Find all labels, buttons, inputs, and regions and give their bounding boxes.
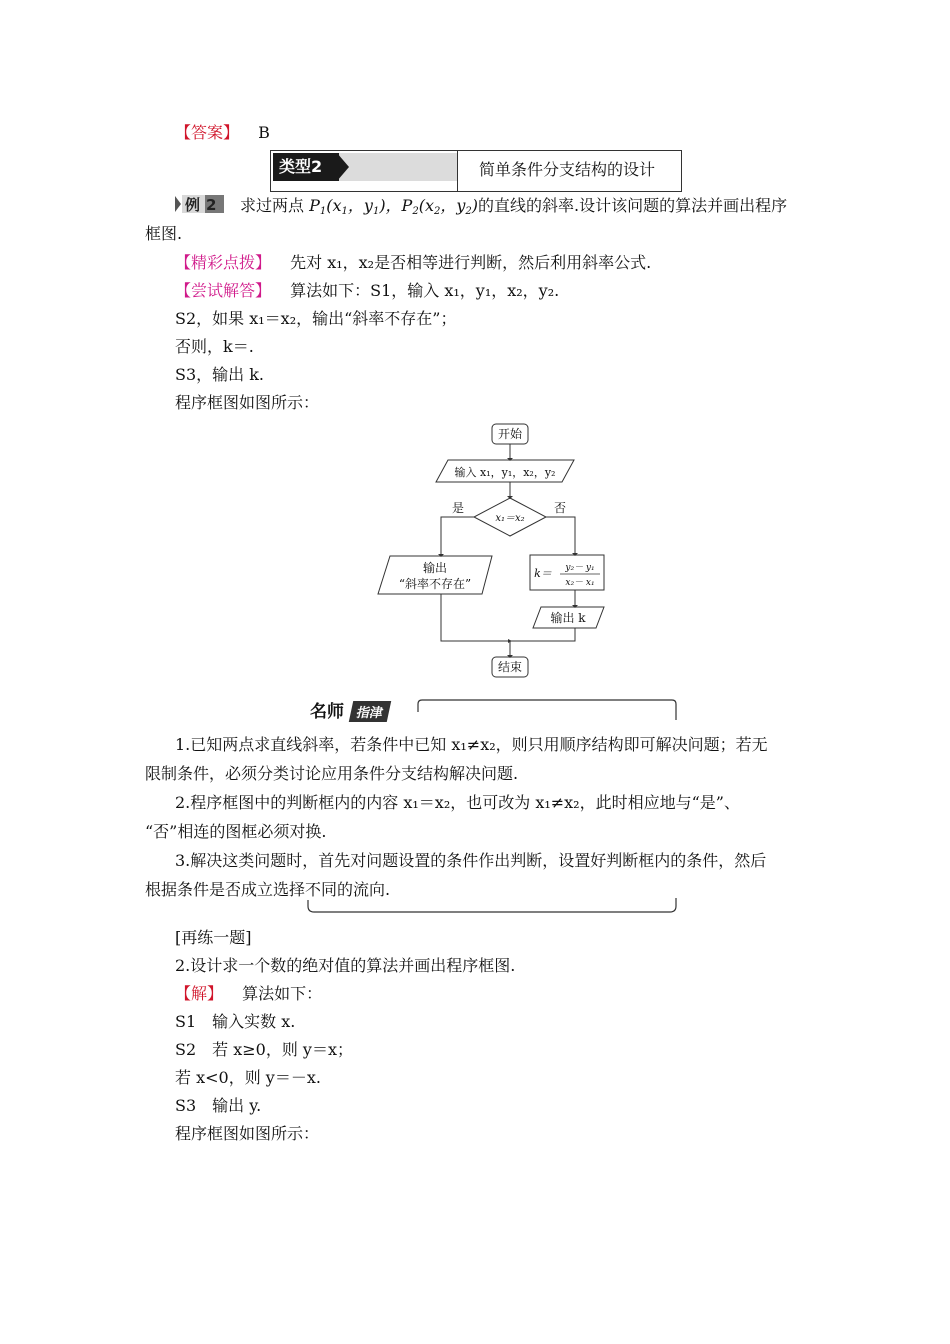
solve-text: 算法如下：S1，输入 x₁，y₁，x₂，y₂. xyxy=(290,281,560,300)
hint-line xyxy=(175,253,651,273)
flow-output-left-2: “斜率不存在” xyxy=(398,577,472,591)
flow-end-text: 结束 xyxy=(497,660,523,674)
practice-question: 2.设计求一个数的绝对值的算法并画出程序框图. xyxy=(175,956,516,975)
solve-else: 否则，k＝. xyxy=(175,337,254,356)
type-tag: 类型2 xyxy=(273,153,339,181)
flow-yes-label: 是 xyxy=(451,501,465,515)
practice-solution-text: 算法如下： xyxy=(242,984,323,1003)
flowchart xyxy=(370,420,620,680)
practice-s3: S3 输出 y. xyxy=(175,1096,262,1115)
tips-head-a: 名师 xyxy=(310,702,344,722)
hint-text: 先对 x₁，x₂是否相等进行判断，然后利用斜率公式. xyxy=(290,253,652,272)
type-tag-arrow-icon xyxy=(337,153,349,181)
flow-no-label: 否 xyxy=(553,501,567,515)
tips-p3a: 3.解决这类问题时，首先对问题设置的条件作出判断，设置好判断框内的条件，然后 xyxy=(175,851,767,870)
solve-s3: S3，输出 k. xyxy=(175,365,265,384)
tips-p1a: 1.已知两点求直线斜率，若条件中已知 x₁≠x₂，则只用顺序结构即可解决问题；若无 xyxy=(175,735,768,754)
type-title: 简单条件分支结构的设计 xyxy=(479,160,656,179)
answer-value: B xyxy=(258,123,270,142)
hint-label: 【精彩点拨】 xyxy=(175,253,272,272)
type-header-divider xyxy=(457,151,458,191)
tips-head-b: 指津 xyxy=(349,701,391,722)
solve-line xyxy=(175,281,559,301)
flow-start-text: 开始 xyxy=(497,427,523,441)
flow-decision-text: x₁＝x₂ xyxy=(495,513,525,524)
answer-line xyxy=(175,123,270,143)
type-header-box xyxy=(270,150,682,192)
solve-chart-intro: 程序框图如图所示： xyxy=(175,393,320,412)
practice-s1: S1 输入实数 x. xyxy=(175,1012,296,1031)
tips-header xyxy=(310,697,389,722)
practice-s2: S2 若 x≥0，则 y＝x； xyxy=(175,1040,353,1059)
tips-p1b: 限制条件，必须分类讨论应用条件分支结构解决问题. xyxy=(145,764,519,783)
flow-k-label: k＝ xyxy=(534,567,552,580)
example-badge-text: 例2 xyxy=(185,196,223,214)
solve-label: 【尝试解答】 xyxy=(175,281,272,300)
flow-k-denominator: x₂－ x₁ xyxy=(565,578,595,588)
flow-output-left-1: 输出 xyxy=(422,561,448,575)
flow-output-k-text: 输出 k xyxy=(550,611,586,625)
flow-input-text: 输入 x₁，y₁，x₂，y₂ xyxy=(454,466,556,479)
example-text-a: 求过两点 xyxy=(240,196,305,215)
example-points: $P_1(x_1$，$y_1$)，$P_2(x_2$，$y_2$) xyxy=(309,196,479,217)
practice-solution-line xyxy=(175,984,322,1004)
solve-s2: S2，如果 x₁＝x₂，输出“斜率不存在”； xyxy=(175,309,457,328)
flow-k-numerator: y₂－ y₁ xyxy=(565,563,595,573)
example-line-2: 框图. xyxy=(145,224,183,243)
tips-p2a: 2.程序框图中的判断框内的内容 x₁＝x₂，也可改为 x₁≠x₂，此时相应地与“是”、 xyxy=(175,793,740,812)
practice-head: [再练一题] xyxy=(175,928,252,947)
tips-p3b: 根据条件是否成立选择不同的流向. xyxy=(145,880,391,899)
practice-chart-intro: 程序框图如图所示： xyxy=(175,1124,320,1143)
example-line-1 xyxy=(240,196,787,216)
example-badge xyxy=(175,194,225,214)
practice-solution-label: 【解】 xyxy=(175,984,224,1003)
tips-p2b: “否”相连的图框必须对换. xyxy=(145,822,327,841)
practice-s2b: 若 x<0，则 y＝－x. xyxy=(175,1068,321,1087)
answer-label: 【答案】 xyxy=(175,123,240,142)
example-text-b: 的直线的斜率.设计该问题的算法并画出程序 xyxy=(478,196,788,215)
